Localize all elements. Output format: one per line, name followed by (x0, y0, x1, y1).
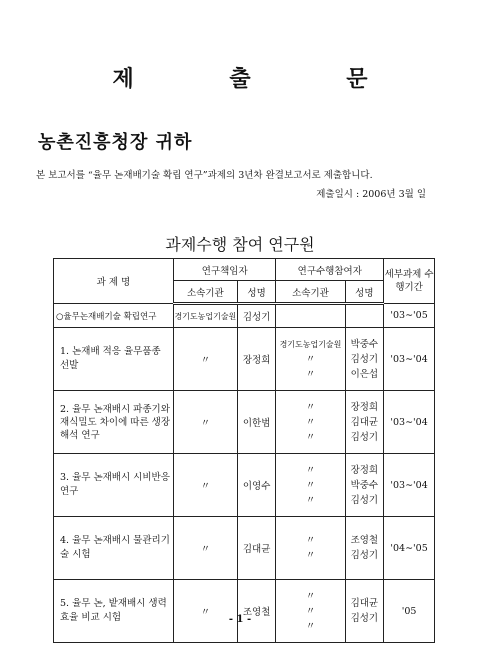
header-part-name: 성명 (345, 281, 384, 304)
header-period: 세부과제 수행기간 (384, 259, 435, 304)
task-cell: 2. 율무 논재배시 파종기와 재식밀도 차이에 따른 생장해석 연구 (54, 391, 174, 454)
researchers-table-title: 과제수행 참여 연구원 (165, 235, 315, 254)
part-org: 〃 (305, 620, 316, 632)
part-org: 〃 (305, 550, 316, 561)
submission-statement: 본 보고서를 “율무 논재배기술 확립 연구”과제의 3년차 완결보고서로 제출합니다. (36, 170, 373, 181)
table-row (54, 304, 435, 328)
header-lead-org: 소속기관 (173, 281, 237, 304)
period-cell: '03∼'05 (384, 304, 435, 328)
period-cell: '04∼'05 (384, 517, 435, 580)
lead-org-cell: 〃 (173, 328, 237, 391)
part-org-cell (276, 304, 345, 328)
part-name: 김성기 (350, 353, 379, 365)
part-org: 〃 (305, 605, 316, 617)
period-cell: '05 (384, 580, 435, 643)
lead-org-cell: 〃 (173, 391, 237, 454)
part-name: 김대균 (350, 598, 379, 609)
part-org: 〃 (305, 368, 316, 380)
lead-name-cell: 이한범 (237, 391, 276, 454)
period-cell: '03∼'04 (384, 391, 435, 454)
part-org-cell (276, 328, 345, 391)
part-name: 이은섭 (350, 368, 379, 380)
part-org: 〃 (305, 464, 316, 476)
table-row (54, 580, 435, 643)
period-cell: '03∼'04 (384, 454, 435, 517)
part-org-cell (276, 517, 345, 580)
table-row (54, 391, 435, 454)
part-org: 〃 (305, 431, 316, 443)
table-row (54, 454, 435, 517)
part-name-cell (345, 391, 384, 454)
part-org: 〃 (305, 353, 316, 365)
document-title: 제 출 문 (112, 66, 412, 92)
lead-org-cell: 〃 (173, 580, 237, 643)
part-name-cell (345, 304, 384, 328)
header-lead: 연구책임자 (173, 259, 275, 281)
part-name-cell (345, 517, 384, 580)
part-name: 조영철 (350, 535, 379, 546)
part-org: 〃 (305, 416, 316, 428)
part-name: 박중수 (350, 479, 379, 491)
task-cell: 5. 율무 논, 밭재배시 생력효율 비교 시험 (54, 580, 174, 643)
part-org: 경기도농업기술원 (279, 339, 342, 349)
researchers-table (53, 258, 435, 643)
period-cell: '03∼'04 (384, 328, 435, 391)
part-org-cell (276, 391, 345, 454)
part-org: 〃 (305, 590, 316, 602)
lead-org-cell: 〃 (173, 454, 237, 517)
part-name: 김성기 (350, 431, 379, 443)
part-name: 김대균 (350, 416, 379, 428)
part-org-cell (276, 580, 345, 643)
part-name: 김성기 (350, 494, 379, 506)
lead-org-cell: 경기도농업기술원 (173, 304, 237, 328)
lead-name-cell: 김대균 (237, 517, 276, 580)
part-name: 장정희 (350, 401, 379, 413)
lead-name-cell: 장정희 (237, 328, 276, 391)
header-participants: 연구수행참여자 (276, 259, 384, 281)
task-cell: 4. 율무 논재배시 물관리기술 시험 (54, 517, 174, 580)
part-org: 〃 (305, 494, 316, 506)
lead-org-cell: 〃 (173, 517, 237, 580)
lead-name-cell: 김성기 (237, 304, 276, 328)
lead-name-cell: 이영수 (237, 454, 276, 517)
part-name-cell (345, 328, 384, 391)
part-name-cell (345, 454, 384, 517)
header-lead-name: 성명 (237, 281, 276, 304)
lead-name-cell: 조영철 (237, 580, 276, 643)
header-part-org: 소속기관 (276, 281, 345, 304)
task-cell: 3. 율무 논재배시 시비반응 연구 (54, 454, 174, 517)
addressee: 농촌진흥청장 귀하 (38, 132, 193, 153)
part-name: 장정희 (350, 464, 379, 476)
part-name: 김성기 (350, 613, 379, 624)
header-task: 과 제 명 (54, 259, 174, 304)
table-row (54, 517, 435, 580)
part-org: 〃 (305, 535, 316, 546)
part-name: 박중수 (350, 338, 379, 350)
part-org: 〃 (305, 479, 316, 491)
part-name: 김성기 (350, 550, 379, 561)
task-cell: ○율무논재배기술 확립연구 (54, 304, 174, 328)
submission-date: 제출일시 : 2006년 3월 일 (316, 189, 426, 200)
part-name-cell (345, 580, 384, 643)
part-org-cell (276, 454, 345, 517)
page-number: - 1 - (228, 614, 252, 625)
table-row (54, 328, 435, 391)
task-cell: 1. 논재배 적응 율무품종 선발 (54, 328, 174, 391)
part-org: 〃 (305, 401, 316, 413)
